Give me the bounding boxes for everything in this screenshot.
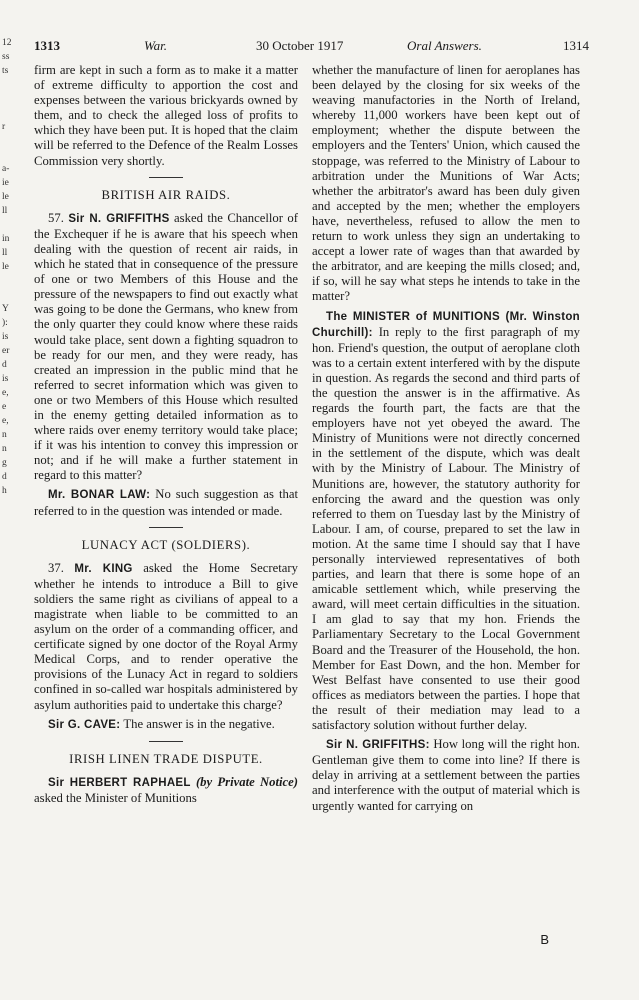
- margin-fragment: [2, 148, 18, 162]
- margin-fragment: in: [2, 234, 10, 244]
- continued-paragraph: firm are kept in such a form as to make it a matter of extreme difficulty to apportion the cost and expenses between the various brickyards owned by them, and to check the alleged loss of profits to which they have been put. It is hoped that the claim will be referred to the Defence of the Realm Losses Commission very shortly.: [34, 63, 298, 168]
- margin-fragment: ):: [2, 318, 8, 328]
- speaker-raphael: Sir HERBERT RAPHAEL: [48, 776, 191, 789]
- margin-fragment: er: [2, 346, 10, 356]
- follow-up-text: How long will the right hon. Gentleman give them to come into line? If there is delay in arriving at a settlement between the parties and interference with the output of material which is urgently wanted for carrying on: [312, 737, 580, 813]
- margin-fragment: e: [2, 402, 7, 412]
- ministerial-answer: [312, 309, 580, 734]
- margin-fragment: d: [2, 360, 7, 370]
- margin-fragment: [2, 134, 18, 148]
- answer-37: [34, 717, 298, 733]
- speaker-cave: Sir G. CAVE:: [48, 718, 121, 731]
- margin-fragment: [2, 92, 18, 106]
- question-number: 57.: [48, 210, 64, 225]
- margin-fragment: n: [2, 430, 7, 440]
- margin-fragment: ll: [2, 248, 8, 258]
- speaker-griffiths: Sir N. GRIFFITHS:: [326, 739, 430, 752]
- margin-fragment: Y: [2, 304, 9, 314]
- answer-57: [34, 487, 298, 518]
- running-title-right: Oral Answers.: [407, 38, 482, 53]
- left-column-number: 1313: [34, 38, 60, 53]
- margin-fragment: ts: [2, 66, 9, 76]
- answer-text: The answer is in the negative.: [123, 716, 275, 731]
- margin-fragment: a-: [2, 164, 10, 174]
- margin-fragment: d: [2, 472, 7, 482]
- margin-fragment: is: [2, 374, 9, 384]
- margin-fragment: [2, 78, 18, 92]
- margin-fragment: [2, 288, 18, 302]
- margin-fragment: ie: [2, 178, 9, 188]
- margin-fragment: e,: [2, 388, 9, 398]
- private-notice-note: (by Private Notice): [195, 774, 298, 789]
- margin-fragment: [2, 274, 18, 288]
- heading-lunacy-act: LUNACY ACT (SOLDIERS).: [81, 537, 251, 552]
- heading-british-air-raids: BRITISH AIR RAIDS.: [101, 187, 231, 202]
- right-column-number: 1314: [563, 38, 589, 53]
- sitting-date: 30 October 1917: [256, 38, 344, 53]
- margin-fragment: [2, 106, 18, 120]
- margin-fragment: ss: [2, 52, 10, 62]
- adjacent-page-margin: [2, 36, 18, 498]
- question-text: asked the Home Secretary whether he intends to introduce a Bill to give soldiers the same right as civilians of appeal to a magistrate when liable to be committed to an asylum on the order of a commanding officer, and certificate signed by one doctor of the Royal Army Medical Corps, and to render operative the provisions of the Lunacy Act in regard to soldiers confined in so-called war hospitals administered by asylum authorities paid to undertake this charge?: [34, 560, 299, 712]
- margin-fragment: le: [2, 262, 9, 272]
- margin-fragment: le: [2, 192, 9, 202]
- question-text: asked the Chancellor of the Exchequer if he is aware that his speech when dealing with the question of recent air raids, in which he stated that in consequence of the pressure of one or two Members of this House and the pressure of the newspapers to find out exactly what was going to be done the Germans, who knew from the only quarter they could know where these raids would take place, sent down a fighting squadron to be ready for our men, and they were ready, has created an impression in the public mind that he referred to secret information which was given to one or two Members of this House which resulted in the enemy getting detailed information as to where raids over enemy territory would take place; if it was his intention to convey this impression or not; and if he will make a further statement in regard to this matter?: [34, 210, 299, 483]
- speaker-griffiths: Sir N. GRIFFITHS: [68, 212, 170, 225]
- question-57: [34, 211, 298, 484]
- section-rule: [149, 177, 183, 178]
- speaker-minister-of-munitions: The MINISTER of MUNITIONS (Mr. Winston Churchill):: [312, 310, 580, 339]
- question-number: 37.: [48, 560, 64, 575]
- left-column: [34, 63, 298, 810]
- section-rule: [149, 741, 183, 742]
- speaker-bonar-law: Mr. BONAR LAW:: [48, 489, 151, 502]
- question-37: [34, 561, 298, 713]
- running-header: [34, 38, 589, 54]
- margin-fragment: g: [2, 458, 7, 468]
- follow-up-question: [312, 737, 580, 813]
- margin-fragment: e,: [2, 416, 9, 426]
- margin-fragment: [2, 218, 18, 232]
- margin-fragment: n: [2, 444, 7, 454]
- margin-fragment: is: [2, 332, 9, 342]
- section-rule: [149, 527, 183, 528]
- answer-text: No such suggestion as that referred to in the question was intended or made.: [34, 487, 299, 518]
- private-notice-question: [34, 775, 298, 806]
- speaker-king: Mr. KING: [74, 562, 133, 575]
- signature-mark: B: [540, 932, 549, 947]
- margin-fragment: h: [2, 486, 7, 496]
- heading-irish-linen: IRISH LINEN TRADE DISPUTE.: [69, 751, 263, 766]
- margin-fragment: ll: [2, 206, 8, 216]
- margin-fragment: 12: [2, 38, 12, 48]
- continued-question: whether the manufacture of linen for aeroplanes has been delayed by the closing for six weeks of the weaving manufactories in the North of Ireland, whereby 11,000 workers have been kept out of employment; whether the dispute between the employers and the Tenters' Union, which caused the stoppage, was referred to the Ministry of Labour to arbitration under the Munitions of War Acts; whether the arbitrator's award has been duly given and accepted by the men; whether the employers have, nevertheless, refused to allow the men to return to work unless they sign an undertaking to accept a lower rate of wages than that awarded by the arbitrator, and are keeping the mills closed; and, if so, will he say what steps he intends to take in the matter?: [312, 63, 580, 304]
- question-text: asked the Minister of Munitions: [34, 790, 197, 805]
- margin-fragment: r: [2, 122, 6, 132]
- answer-text: In reply to the first paragraph of my hon. Friend's question, the output of aeroplane cloth was to a certain extent interfered with by the dispute in question. As regards the second and third parts of the question the answer is in the affirmative. As regards the fourth part, the facts are that the employers have not yet obeyed the award. The Ministry of Munitions were not directly concerned in the settlement of the dispute, which was dealt with by the Ministry of Labour. The Ministry of Munitions are, however, the statutory authority for enforcing the award and the question was only referred to them on Tuesday last by the Ministry of Labour. I am, of course, prepared to set the law in motion. At the same time I should say that I have personally interviewed representatives of both parties, and learn that there is some hope of an amicable settlement which, while preserving the award, will meet certain difficulties in the situation. I am glad to say that my hon. Friends the Parliamentary Secretary to the Local Government Board and the Treasurer of the Household, the hon. Member for East Down, and the hon. Member for West Belfast have consented to use their good offices as mediators between the parties. I hope that the result of their mediation may lead to a satisfactory solution without further delay.: [312, 324, 580, 733]
- right-column: [312, 63, 580, 818]
- running-title-left: War.: [144, 38, 168, 53]
